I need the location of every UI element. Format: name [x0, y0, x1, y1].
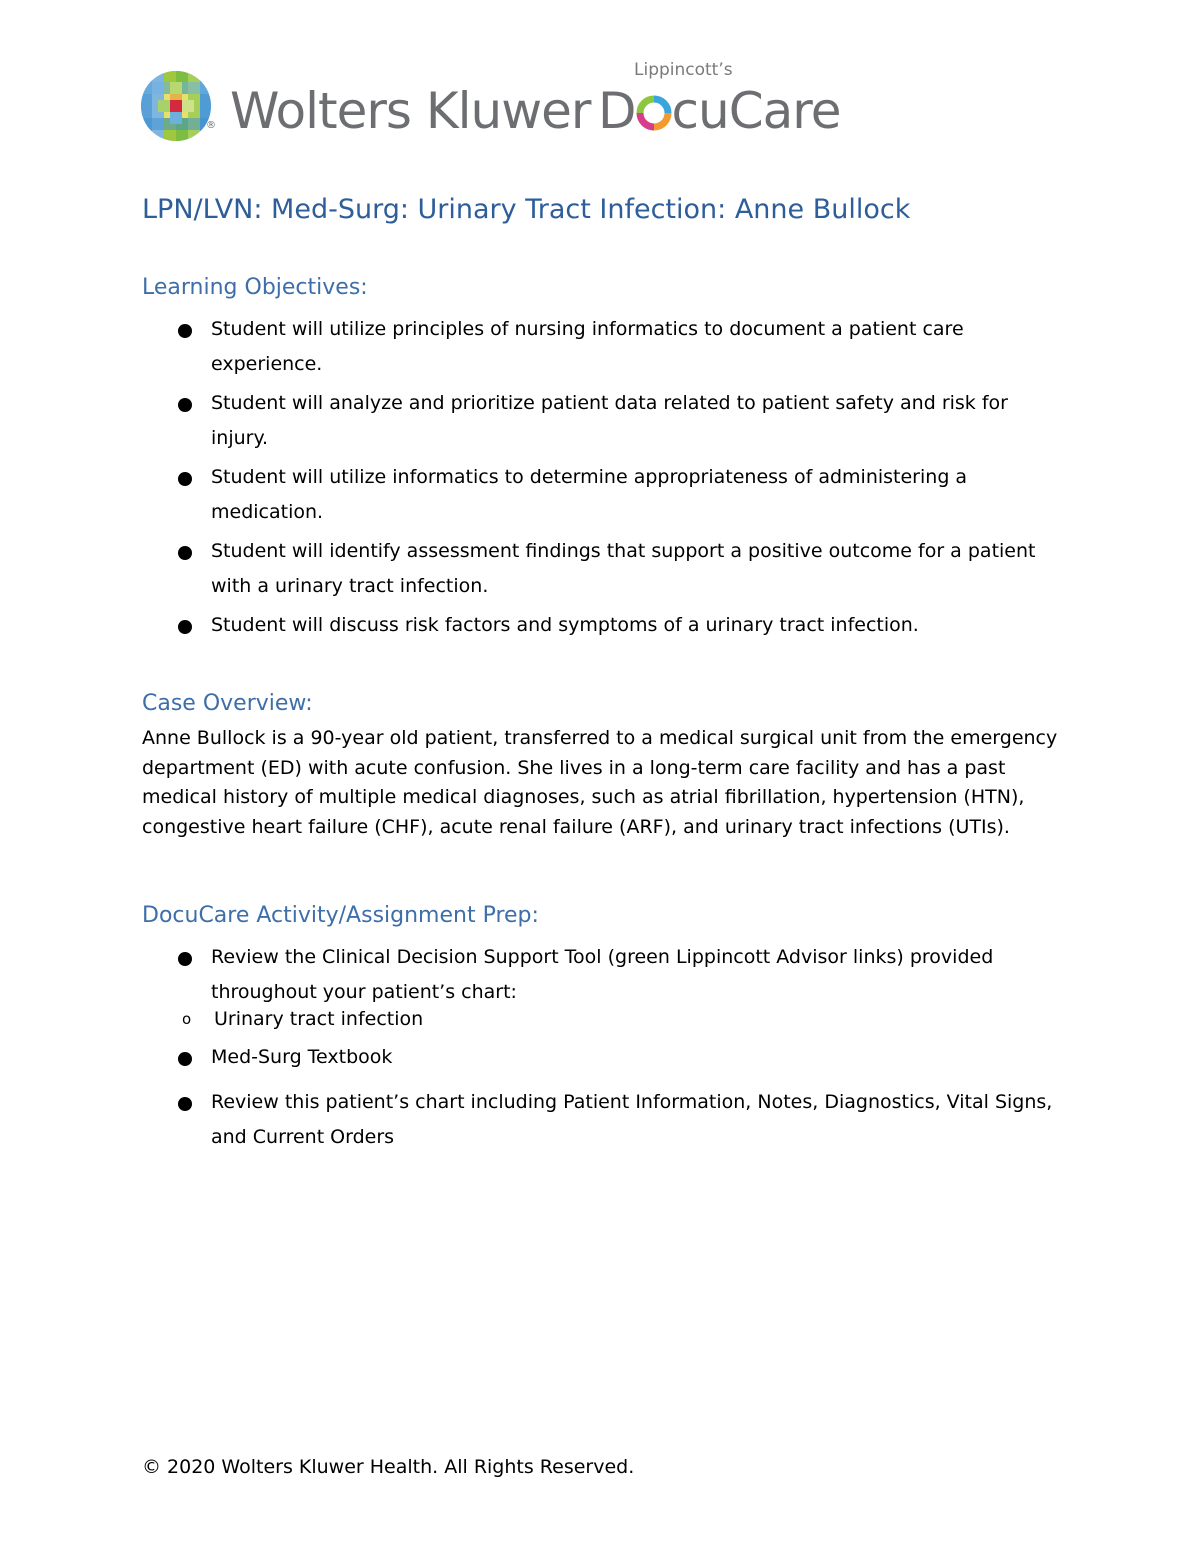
list-item-text: Student will utilize principles of nursing informatics to document a patient care experience.: [211, 318, 964, 375]
prep-list: [142, 940, 1062, 1159]
case-overview-heading: Case Overview:: [142, 691, 313, 716]
list-item: [142, 1085, 1062, 1155]
list-item: [142, 940, 1062, 1032]
docucare-wordmark: [598, 82, 840, 140]
list-item: [142, 386, 1062, 456]
sub-bullet-marker: o: [182, 1010, 192, 1028]
docucare-part2: cuCare: [671, 82, 841, 140]
bullet-icon: [178, 398, 192, 412]
docucare-o-icon: [636, 85, 672, 121]
bullet-icon: [178, 546, 192, 560]
list-item-text: Student will analyze and prioritize patient data related to patient safety and risk for injury.: [211, 392, 1008, 449]
prep-heading: DocuCare Activity/Assignment Prep:: [142, 903, 539, 928]
list-item-text: Student will identify assessment findings that support a positive outcome for a patient with a urinary tract infection.: [211, 540, 1036, 597]
list-item-text: Student will utilize informatics to determine appropriateness of administering a medication.: [211, 466, 968, 523]
bullet-icon: [178, 1097, 192, 1111]
bullet-icon: [178, 324, 192, 338]
list-item: [142, 312, 1062, 382]
learning-objectives-list: [142, 312, 1062, 647]
list-item-text: Review this patient’s chart including Patient Information, Notes, Diagnostics, Vital Signs, and Current Orders: [211, 1091, 1053, 1148]
list-item: [142, 1040, 1062, 1075]
list-item-text: Med-Surg Textbook: [211, 1046, 393, 1068]
bullet-icon: [178, 472, 192, 486]
page-title: LPN/LVN: Med-Surg: Urinary Tract Infection: Anne Bullock: [142, 194, 911, 225]
docucare-part1: D: [598, 82, 636, 140]
bullet-icon: [178, 1052, 192, 1066]
sub-list-item-text: Urinary tract infection: [214, 1008, 424, 1030]
list-item: [142, 608, 1062, 643]
list-item: [142, 460, 1062, 530]
list-item-text: Review the Clinical Decision Support Tool (green Lippincott Advisor links) provided throughout your patient’s chart:: [211, 946, 994, 1003]
case-overview-text: Anne Bullock is a 90-year old patient, transferred to a medical surgical unit from the emergency department (ED) with acute confusion. She lives in a long-term care facility and has a past medical history of multiple medical diagnoses, such as atrial fibrillation, hypertension (HTN), congestive heart failure (CHF), acute renal failure (ARF), and urinary tract infections (UTIs).: [142, 727, 1058, 838]
sub-list: [142, 1006, 1062, 1032]
bullet-icon: [178, 620, 192, 634]
list-item-text: Student will discuss risk factors and symptoms of a urinary tract infection.: [211, 614, 919, 636]
sub-list-item: [142, 1006, 1062, 1032]
wolters-kluwer-globe-icon: [140, 70, 212, 142]
registered-mark: ®: [206, 120, 216, 131]
list-item: [142, 534, 1062, 604]
logo-header: [140, 60, 860, 150]
copyright-footer: © 2020 Wolters Kluwer Health. All Rights Reserved.: [142, 1456, 635, 1478]
learning-objectives-heading: Learning Objectives:: [142, 275, 368, 300]
bullet-icon: [178, 952, 192, 966]
wolters-kluwer-wordmark: Wolters Kluwer: [230, 82, 591, 140]
lippincott-label: Lippincott’s: [634, 60, 733, 80]
